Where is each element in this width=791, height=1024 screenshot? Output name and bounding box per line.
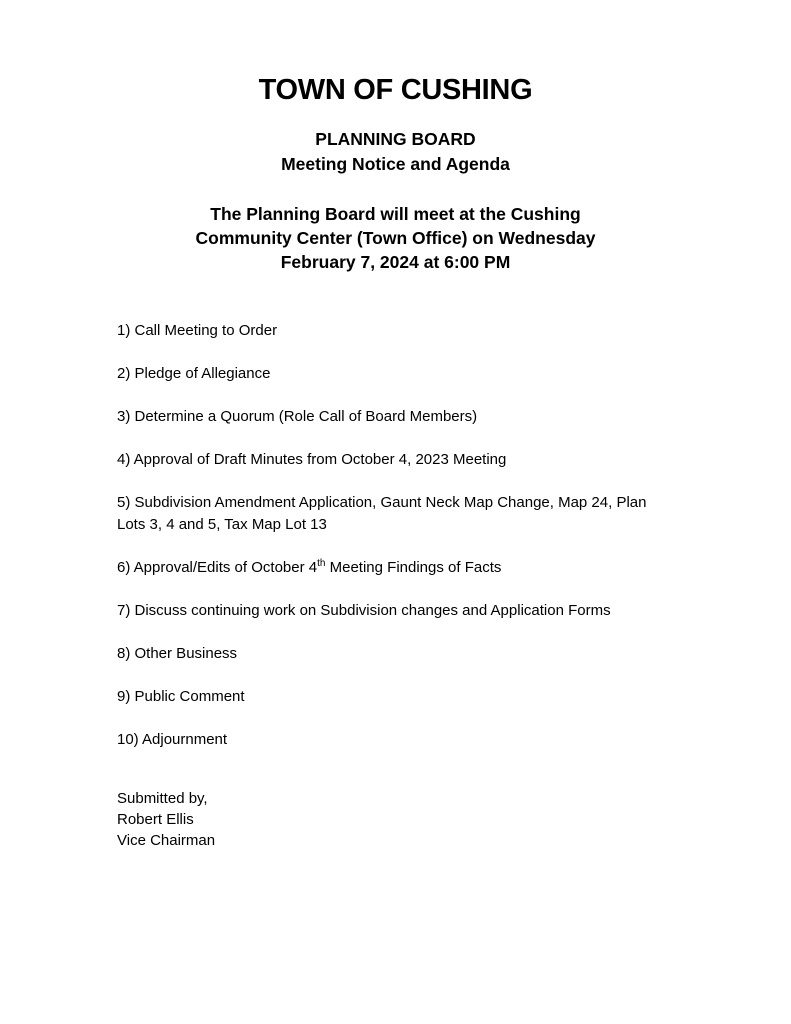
notice-title: Meeting Notice and Agenda: [281, 154, 510, 174]
agenda-item-findings-text-post: Meeting Findings of Facts: [325, 559, 502, 576]
meeting-info-line-3: February 7, 2024 at 6:00 PM: [280, 252, 511, 272]
agenda-item-public-comment: 9) Public Comment: [117, 688, 245, 705]
signature-block: [117, 788, 215, 851]
agenda-item-pledge: 2) Pledge of Allegiance: [117, 365, 271, 382]
agenda-item-adjournment: 10) Adjournment: [117, 731, 228, 748]
agenda-item-quorum: 3) Determine a Quorum (Role Call of Board Members): [117, 408, 478, 425]
board-name: PLANNING BOARD: [315, 129, 476, 149]
signature-name: Robert Ellis: [117, 811, 194, 828]
meeting-info-line-2: Community Center (Town Office) on Wednesday: [195, 228, 596, 248]
agenda-item-findings-of-facts: [117, 557, 677, 579]
ordinal-suffix: th: [317, 558, 326, 569]
meeting-info-line-1: The Planning Board will meet at the Cushing: [210, 204, 581, 224]
signature-role: Vice Chairman: [117, 832, 216, 849]
agenda-item-draft-minutes: 4) Approval of Draft Minutes from October 4, 2023 Meeting: [117, 451, 507, 468]
agenda-item-subdivision-work: 7) Discuss continuing work on Subdivision changes and Application Forms: [117, 602, 611, 619]
agenda-list: [117, 320, 677, 772]
town-title: TOWN OF CUSHING: [258, 74, 533, 106]
agenda-item-subdivision-amendment: 5) Subdivision Amendment Application, Gaunt Neck Map Change, Map 24, Plan Lots 3, 4 and 5, Tax Map Lot 13: [117, 494, 647, 533]
meeting-info: [0, 202, 791, 274]
agenda-item-call-to-order: 1) Call Meeting to Order: [117, 322, 278, 339]
agenda-item-findings-text-pre: 6) Approval/Edits of October 4: [117, 559, 318, 576]
agenda-item-other-business: 8) Other Business: [117, 645, 238, 662]
signature-label: Submitted by,: [117, 790, 208, 807]
